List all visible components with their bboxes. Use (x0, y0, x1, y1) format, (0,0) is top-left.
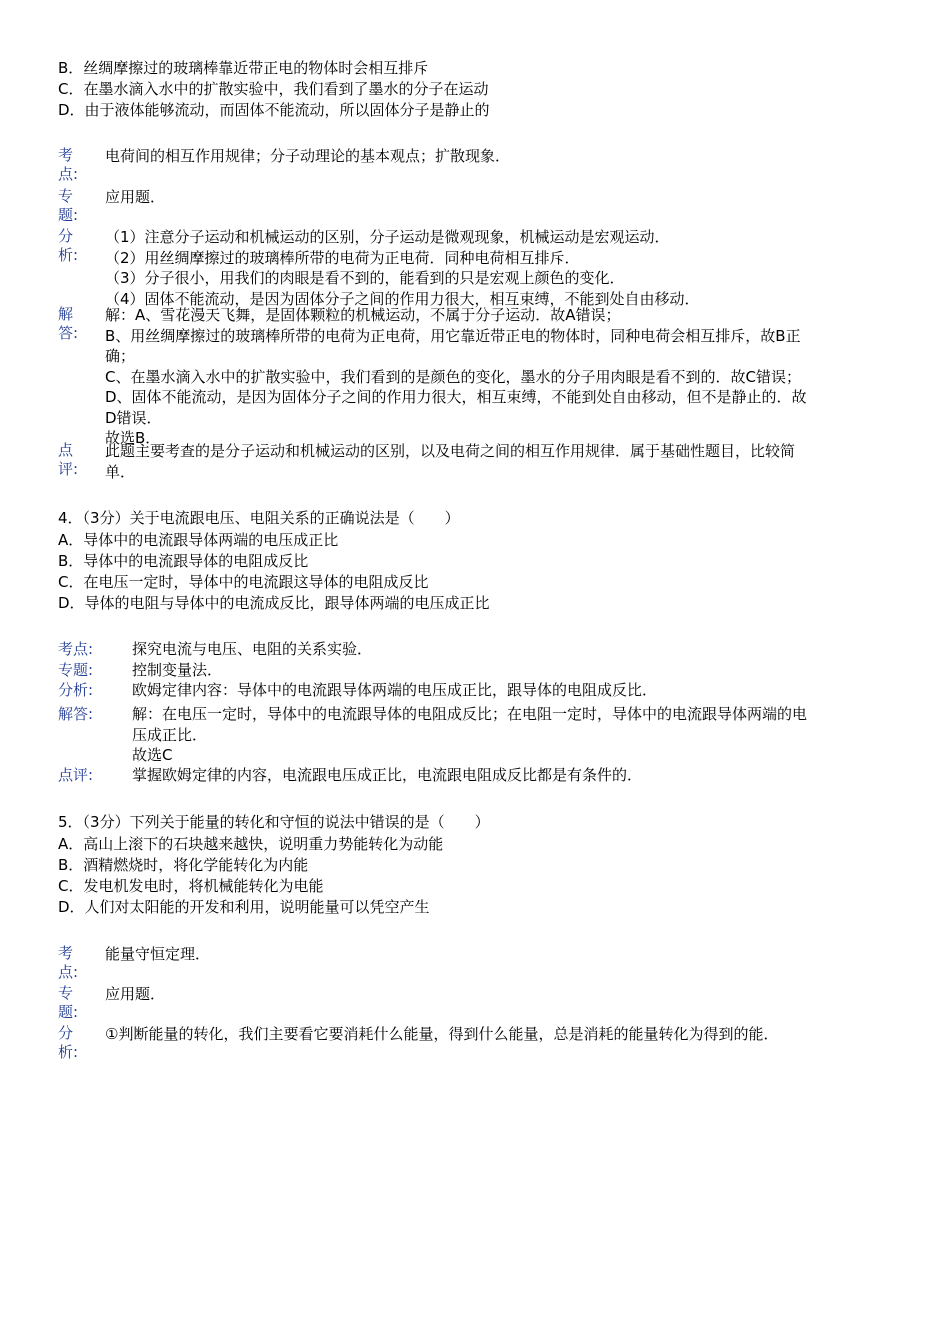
q4-option-a: A．导体中的电流跟导体两端的电压成正比 (58, 531, 339, 549)
list-item: 单． (105, 462, 136, 481)
q3-option-c: C．在墨水滴入水中的扩散实验中，我们看到了墨水的分子在运动 (58, 80, 489, 98)
q5-fenxi-text: ①判断能量的转化，我们主要看它要消耗什么能量，得到什么能量，总是消耗的能量转化为得到的能． (105, 1025, 779, 1043)
q3-jieda-section (58, 305, 898, 447)
q3-kaodian-text: 电荷间的相互作用规律；分子动理论的基本观点；扩散现象． (105, 147, 511, 165)
q3-dianping-label: 点 评: (58, 441, 79, 478)
q3-option-d: D．由于液体能够流动，而固体不能流动，所以固体分子是静止的 (58, 101, 490, 119)
q5-kaodian-text: 能量守恒定理． (105, 945, 211, 963)
q4-jieda-text (132, 704, 807, 766)
q4-stem: 4．（3分）关于电流跟电压、电阻关系的正确说法是（ ） (58, 509, 460, 527)
q3-zhuanti-section (58, 187, 898, 227)
list-item: （2）用丝绸摩擦过的玻璃棒所带的电荷为正电荷．同种电荷相互排斥． (105, 248, 580, 267)
list-item: 此题主要考查的是分子运动和机械运动的区别，以及电荷之间的相互作用规律．属于基础性题目，比较简 (105, 442, 796, 460)
list-item: C、在墨水滴入水中的扩散实验中，我们看到的是颜色的变化，墨水的分子用肉眼是看不到的．故C错误； (105, 367, 801, 386)
q3-fenxi-label: 分 析: (58, 227, 79, 264)
q3-zhuanti-label: 专 题: (58, 187, 79, 224)
q5-stem: 5．（3分）下列关于能量的转化和守恒的说法中错误的是（ ） (58, 813, 490, 831)
q4-fenxi-section (58, 680, 898, 702)
q5-option-a: A．高山上滚下的石块越来越快，说明重力势能转化为动能 (58, 835, 444, 853)
q4-option-d: D．导体的电阻与导体中的电流成反比，跟导体两端的电压成正比 (58, 594, 490, 612)
q5-option-b: B．酒精燃烧时，将化学能转化为内能 (58, 856, 309, 874)
q5-fenxi-label: 分 析: (58, 1024, 79, 1061)
q4-option-c: C．在电压一定时，导体中的电流跟这导体的电阻成反比 (58, 573, 429, 591)
q3-zhuanti-text: 应用题． (105, 188, 166, 206)
q4-jieda-section (58, 704, 898, 766)
list-item: 解：在电压一定时，导体中的电流跟导体的电阻成反比；在电阻一定时，导体中的电流跟导体两端的电 (132, 705, 808, 723)
q3-jieda-label: 解 答: (58, 305, 79, 342)
q4-zhuanti-label: 专题: (58, 661, 94, 679)
q5-zhuanti-text: 应用题． (105, 985, 166, 1003)
list-item: B、用丝绸摩擦过的玻璃棒所带的电荷为正电荷，用它靠近带正电的物体时，同种电荷会相互排斥，故B正 (105, 326, 801, 345)
list-item: （3）分子很小，用我们的肉眼是看不到的，能看到的只是宏观上颜色的变化． (105, 269, 625, 287)
list-item: D错误． (105, 408, 162, 427)
list-item: 解：A、雪花漫天飞舞，是固体颗粒的机械运动，不属于分子运动．故A错误； (105, 306, 621, 324)
list-item: （4）固体不能流动，是因为固体分子之间的作用力很大，相互束缚，不能到处自由移动． (105, 289, 700, 308)
q4-kaodian-section (58, 639, 898, 661)
list-item: 故选C (132, 746, 173, 764)
q3-option-b: B．丝绸摩擦过的玻璃棒靠近带正电的物体时会相互排斥 (58, 59, 429, 77)
q5-zhuanti-section (58, 984, 898, 1024)
list-item: 压成正比． (132, 725, 208, 744)
q3-kaodian-section (58, 146, 898, 186)
list-item: D、固体不能流动，是因为固体分子之间的作用力很大，相互束缚，不能到处自由移动，但不是静止的．故 (105, 388, 807, 406)
q5-kaodian-label: 考 点: (58, 944, 79, 981)
q5-fenxi-section (58, 1024, 898, 1064)
q3-fenxi-section (58, 227, 898, 307)
q4-dianping-text: 掌握欧姆定律的内容，电流跟电压成正比，电流跟电阻成反比都是有条件的． (132, 766, 643, 784)
q4-zhuanti-text: 控制变量法． (132, 661, 223, 679)
q3-dianping-text (105, 441, 795, 482)
q3-jieda-text (105, 305, 807, 449)
q3-fenxi-text (105, 227, 700, 309)
q5-kaodian-section (58, 944, 898, 984)
q3-dianping-section (58, 441, 898, 483)
q4-dianping-section (58, 765, 898, 787)
q5-option-d: D．人们对太阳能的开发和利用，说明能量可以凭空产生 (58, 898, 430, 916)
q4-kaodian-text: 探究电流与电压、电阻的关系实验． (132, 640, 373, 658)
q5-option-c: C．发电机发电时，将机械能转化为电能 (58, 877, 324, 895)
q5-zhuanti-label: 专 题: (58, 984, 79, 1021)
q4-dianping-label: 点评: (58, 766, 94, 784)
q4-kaodian-label: 考点: (58, 640, 94, 658)
q4-fenxi-label: 分析: (58, 681, 94, 699)
list-item: 故选B． (105, 429, 161, 447)
q4-fenxi-text: 欧姆定律内容：导体中的电流跟导体两端的电压成正比，跟导体的电阻成反比． (132, 681, 658, 699)
q3-kaodian-label: 考 点: (58, 146, 79, 183)
list-item: 确； (105, 347, 136, 365)
q4-option-b: B．导体中的电流跟导体的电阻成反比 (58, 552, 309, 570)
list-item: （1）注意分子运动和机械运动的区别，分子运动是微观现象，机械运动是宏观运动． (105, 228, 670, 246)
q4-jieda-label: 解答: (58, 705, 94, 723)
q4-zhuanti-section (58, 660, 898, 682)
